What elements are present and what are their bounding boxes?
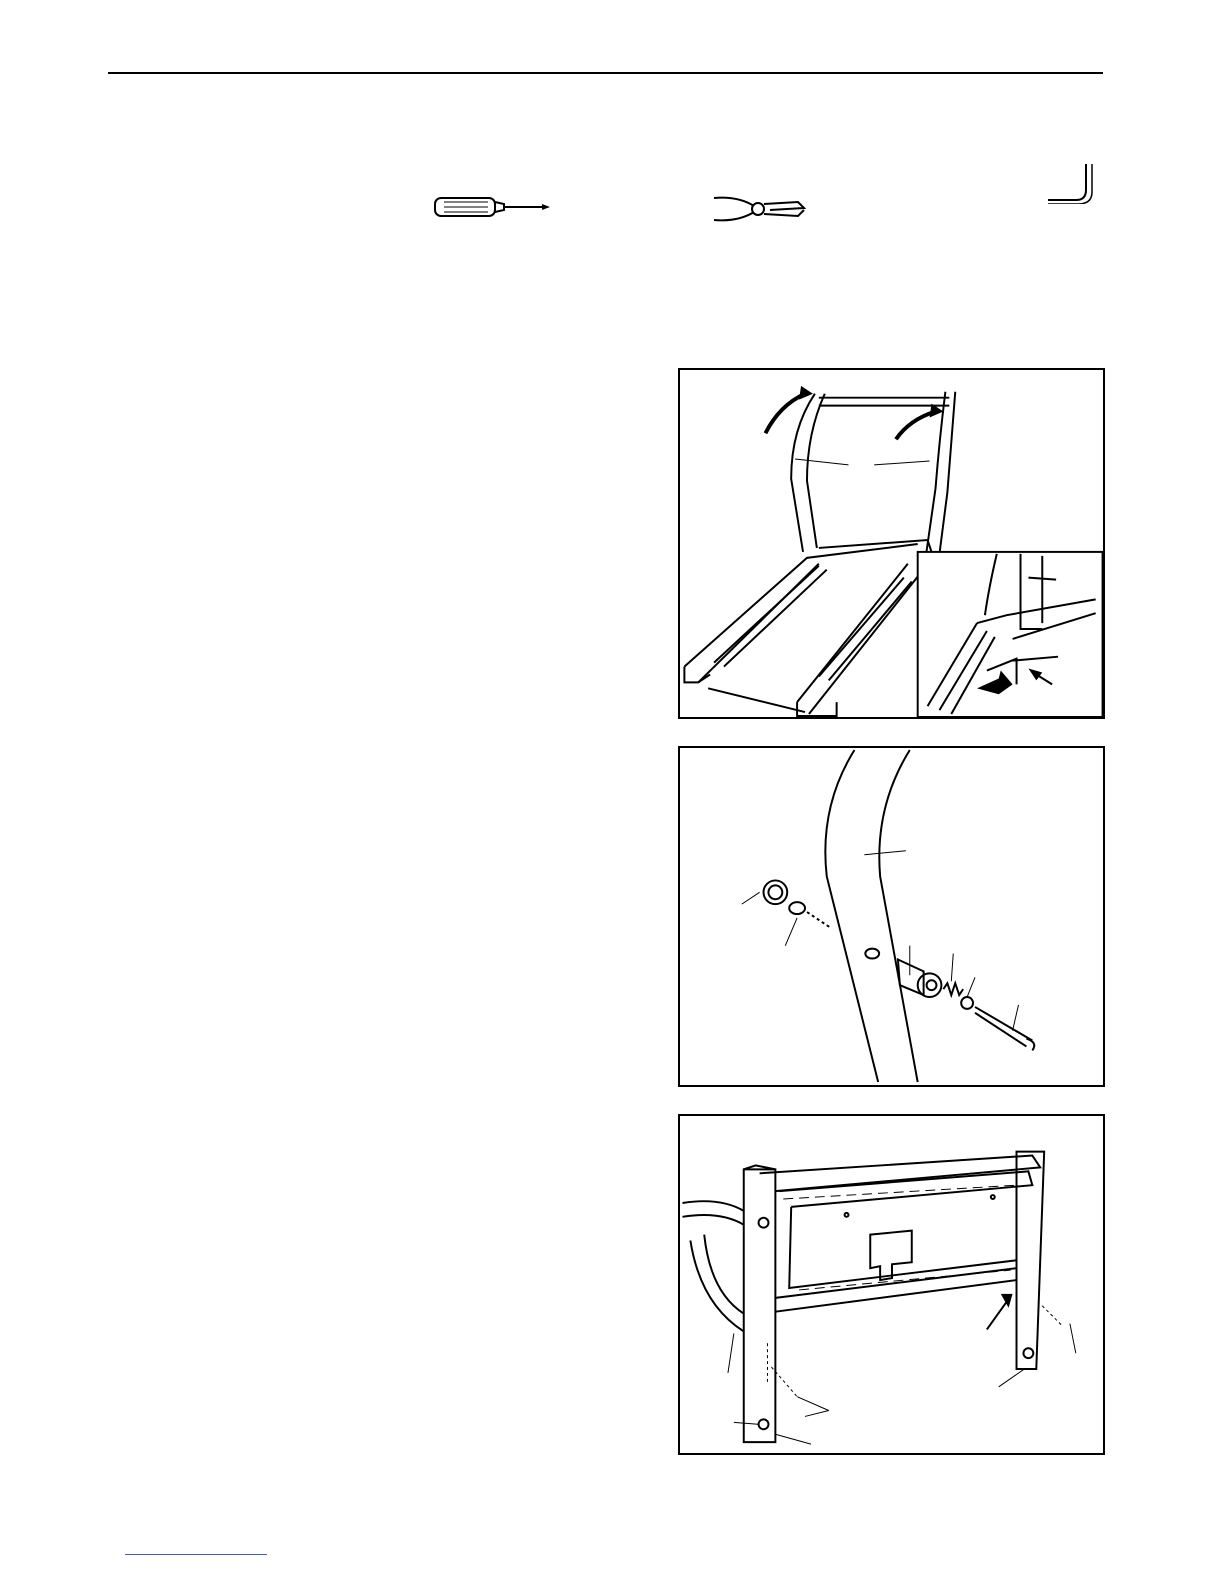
figure-1 [678, 368, 1105, 719]
figure-3 [678, 1114, 1105, 1455]
header-rule [108, 72, 1103, 74]
pliers-icon [710, 192, 810, 226]
treadmill-base-assembly-icon [680, 1116, 1103, 1453]
upright-knob-assembly-icon [680, 748, 1103, 1085]
figure-2 [678, 746, 1105, 1087]
screwdriver-icon [432, 190, 554, 224]
allen-wrench-icon [1044, 162, 1094, 204]
link-underline[interactable] [125, 1554, 267, 1555]
treadmill-upright-assembly-icon [680, 370, 1103, 717]
